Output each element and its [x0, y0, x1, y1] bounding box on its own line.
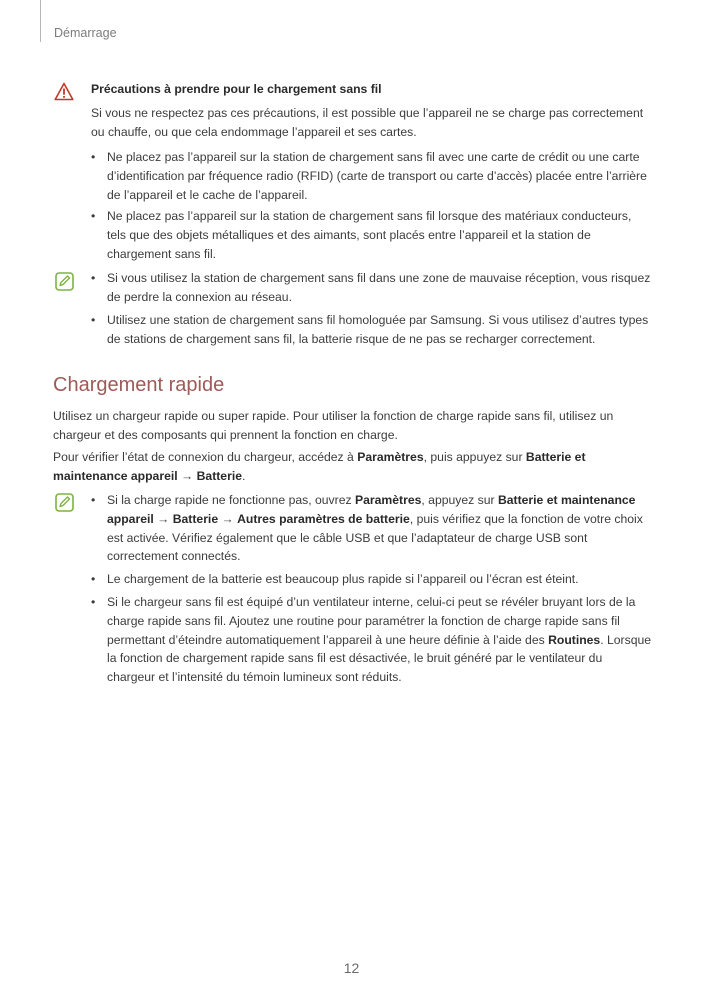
bullet-glyph: •: [91, 271, 96, 285]
note-icon: [55, 493, 74, 512]
note1-bullet-2: Utilisez une station de chargement sans fil homologuée par Samsung. Si vous utilisez d’autres types de stations de chargement sans fil, la batterie risque de ne pas se recharger correctement.: [107, 313, 649, 346]
note2-bullet-2: Le chargement de la batterie est beaucoup plus rapide si l’appareil ou l’écran est éteint.: [107, 572, 579, 586]
battery-ref: Batterie: [196, 468, 242, 483]
section-heading: Chargement rapide: [53, 374, 225, 396]
note2-bullet-1: Si la charge rapide ne fonctionne pas, ouvrez Paramètres, appuyez sur Batterie et maintenance appareil → Batterie → Autres paramètres de batterie, puis vérifiez que la fonction de votre choix est activée. Vérifiez également que le câble USB et que l’adaptateur de charge USB sont correctement connectés.: [107, 493, 643, 564]
bullet-glyph: •: [91, 150, 96, 164]
bullet-glyph: •: [91, 493, 96, 507]
page-number: 12: [343, 960, 360, 976]
section-label: Démarrage: [54, 26, 117, 40]
warning-title: Précautions à prendre pour le chargement sans fil: [91, 82, 382, 96]
warning-icon: [54, 82, 74, 102]
bullet-glyph: •: [91, 209, 96, 223]
section-paragraph-1: Utilisez un chargeur rapide ou super rapide. Pour utiliser la fonction de charge rapide sans fil, utilisez un chargeur et des composants qui prennent la fonction en charge.: [53, 409, 614, 442]
warning-bullet-1: Ne placez pas l’appareil sur la station de chargement sans fil avec une carte de crédit ou une carte d’identification par fréquence radio (RFID) (carte de transport ou carte d’accès) placée entre l’arrière de l’appareil et le cache de l’appareil.: [107, 150, 647, 202]
note-icon: [55, 272, 74, 291]
section-paragraph-2: Pour vérifier l’état de connexion du chargeur, accédez à Paramètres, puis appuyez sur Batterie et maintenance appareil → Batterie.: [53, 450, 586, 483]
warning-intro: Si vous ne respectez pas ces précautions, il est possible que l’appareil ne se charge pas correctement ou chauffe, ou que cela endommage l’appareil et ses cartes.: [91, 106, 644, 139]
header-divider: [40, 0, 41, 42]
note2-bullet-3: Si le chargeur sans fil est équipé d’un ventilateur interne, celui-ci peut se révéler bruyant lors de la charge rapide sans fil. Ajoutez une routine pour paramétrer la fonction de charge rapide sans fil permettant d’éteindre automatiquement l’appareil à une heure définie à l’aide des Routines. Lorsque la fonction de chargement rapide sans fil est désactivée, le bruit généré par le ventilateur du chargeur et l’intensité du témoin lumineux sont réduits.: [107, 595, 652, 685]
warning-bullet-2: Ne placez pas l’appareil sur la station de chargement sans fil lorsque des matériaux conducteurs, tels que des objets métalliques et des aimants, sont placés entre l’appareil et la station de chargement sans fil.: [107, 209, 632, 261]
bullet-glyph: •: [91, 572, 96, 586]
note1-bullet-1: Si vous utilisez la station de chargement sans fil dans une zone de mauvaise réception, vous risquez de perdre la connexion au réseau.: [107, 271, 651, 304]
battery-maintenance-ref: Batterie et maintenance appareil: [53, 450, 586, 483]
settings-ref: Paramètres: [357, 450, 424, 464]
bullet-glyph: •: [91, 595, 96, 609]
bullet-glyph: •: [91, 313, 96, 327]
